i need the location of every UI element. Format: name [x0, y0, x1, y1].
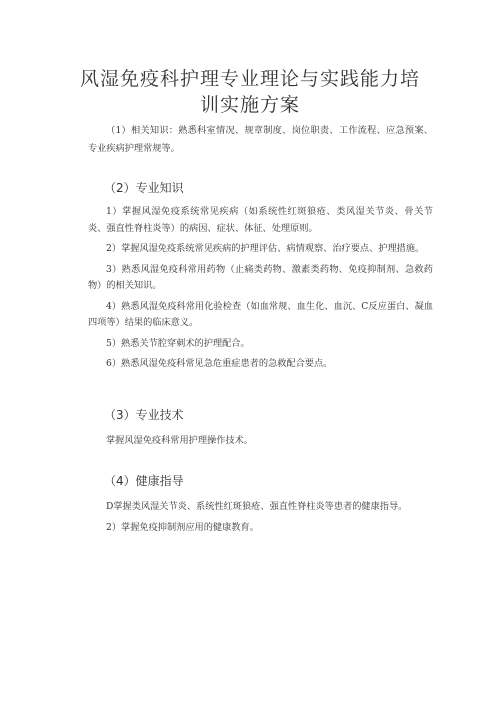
list-item: D掌握类风湿关节炎、系统性红斑狼疮、强直性脊柱炎等患者的健康指导。	[106, 501, 408, 512]
list-item: 5）熟悉关节腔穿刺术的护理配合。	[106, 337, 250, 349]
section-heading-health-guidance: （4）健康指导	[104, 474, 184, 488]
list-item: 掌握风湿免疫科常用护理操作技术。	[106, 435, 253, 446]
section-heading-professional-skills: （3）专业技术	[104, 408, 184, 422]
document-title	[60, 66, 440, 118]
health-guidance-list	[88, 499, 433, 540]
title-line-1: 风湿免疫科护理专业理论与实践能力培	[79, 68, 420, 90]
professional-knowledge-list	[88, 204, 433, 377]
list-item: 4）熟悉风湿免疫科常用化验检查（如血常规、血生化、血沉、C反应蛋白、凝血四项等）结果的临床意义。	[88, 300, 433, 328]
intro-paragraph: （1）相关知识：熟悉科室情况、规章制度、岗位职责、工作流程、应急预案、专业疾病护理常规等。	[88, 125, 433, 154]
section-heading-professional-knowledge: （2）专业知识	[104, 181, 184, 195]
list-item: 6）熟悉风湿免疫科常见急危重症患者的急救配合要点。	[106, 358, 333, 369]
list-item: 1）掌握风湿免疫系统常见疾病（如系统性红斑狼疮、类风湿关节炎、骨关节炎、强直性脊柱炎等）的病因、症状、体征、处理原则。	[88, 206, 433, 234]
title-line-2: 训实施方案	[199, 94, 300, 116]
list-item: 2）掌握免疫抑制剂应用的健康教育。	[106, 521, 259, 533]
professional-skills-list	[88, 433, 433, 454]
list-item: 2）掌握风湿免疫系统常见疾病的护理评估、病情观察、治疗要点、护理措施。	[106, 243, 425, 254]
list-item: 3）熟悉风湿免疫科常用药物（止痛类药物、激素类药物、免疫抑制剂、急救药物）的相关知识。	[88, 263, 433, 291]
